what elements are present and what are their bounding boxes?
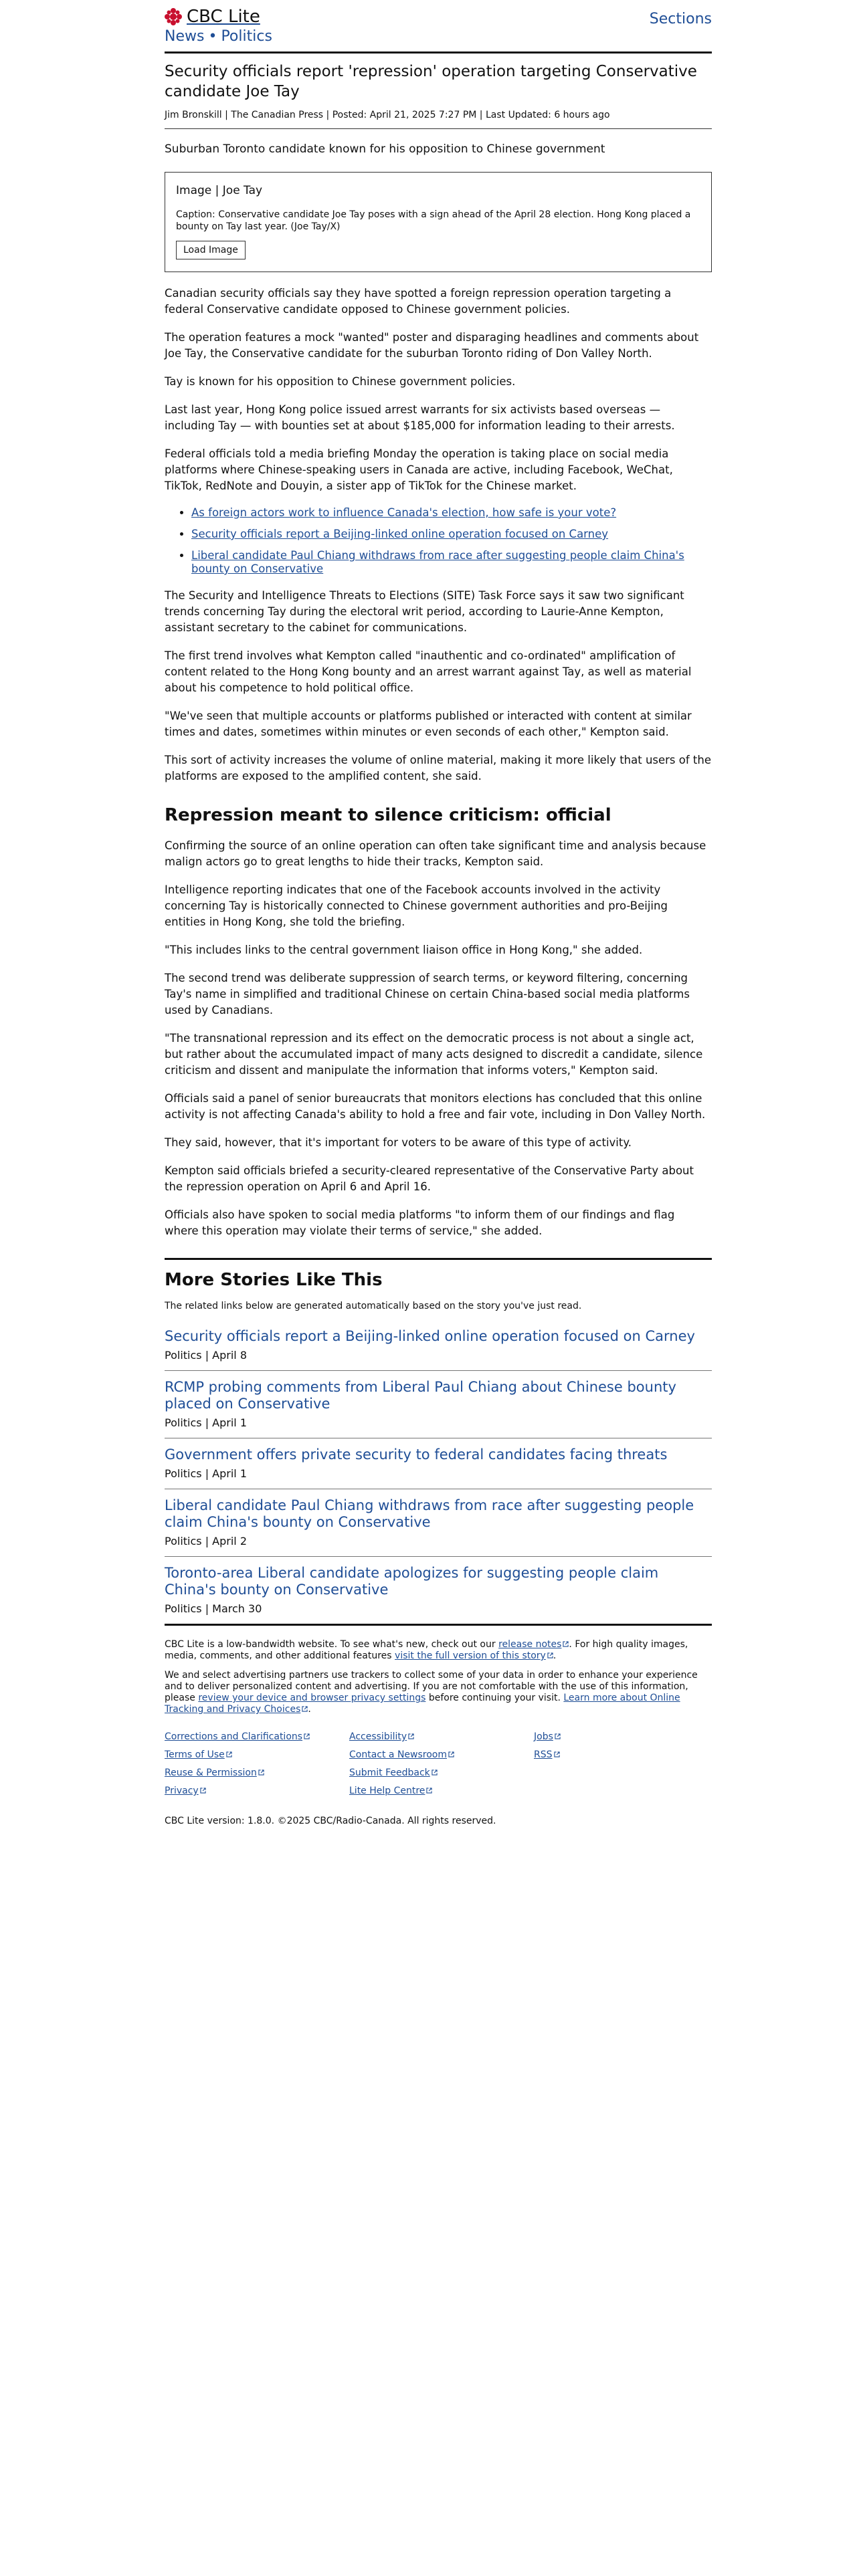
breadcrumb (165, 28, 272, 45)
paragraph: This sort of activity increases the volume of online material, making it more likely that users of the platforms are exposed to the amplified content, she said. (165, 754, 711, 782)
external-link-icon (304, 1733, 310, 1739)
footer-privacy-notice (165, 1670, 712, 1715)
paragraph: "This includes links to the central government liaison office in Hong Kong," she added. (165, 944, 643, 956)
release-notes-link[interactable] (498, 1639, 569, 1650)
article (165, 62, 712, 1239)
external-link-icon (547, 1652, 553, 1658)
footer-text: . (553, 1650, 557, 1661)
brand-name: CBC Lite (187, 7, 260, 27)
story-link[interactable]: Security officials report a Beijing-linked online operation focused on Carney (165, 1328, 695, 1344)
list-item (165, 1320, 712, 1371)
link-text: Lite Help Centre (349, 1786, 425, 1796)
paragraph: Officials said a panel of senior bureaucrats that monitors elections has concluded that this online activity is not affecting Canada's ability to hold a free and fair vote, including in Don Valley North. (165, 1092, 706, 1121)
footer-link-privacy[interactable] (165, 1786, 349, 1797)
site-footer (165, 1639, 712, 1827)
article-subheading: Repression meant to silence criticism: official (165, 805, 611, 825)
paragraph: Intelligence reporting indicates that one of the Facebook accounts involved in the activity concerning Tay is historically connected to Chinese government authorities and pro-Beijing entities in Hong Kong, she told the briefing. (165, 883, 668, 928)
link-text: Submit Feedback (349, 1767, 430, 1778)
footer-text: CBC Lite is a low-bandwidth website. To see what's new, check out our (165, 1639, 496, 1650)
privacy-settings-link[interactable]: review your device and browser privacy settings (198, 1693, 426, 1703)
story-meta: Politics | April 8 (165, 1349, 248, 1362)
link-text: Contact a Newsroom (349, 1749, 447, 1760)
image-placeholder (165, 172, 712, 272)
external-link-icon (408, 1733, 414, 1739)
breadcrumb-separator: • (208, 28, 217, 45)
footer-text: . For high quality images, media, comments, and other additional features (165, 1639, 688, 1661)
article-headline: Security officials report 'repression' operation targeting Conservative candidate Joe Tay (165, 63, 697, 100)
image-caption: Caption: Conservative candidate Joe Tay poses with a sign ahead of the April 28 election. Hong Kong placed a bounty on Tay last year. (Joe Tay/X) (176, 209, 691, 232)
footer-lite-notice (165, 1639, 712, 1662)
link-text: Corrections and Clarifications (165, 1731, 303, 1742)
story-meta: Politics | April 2 (165, 1535, 248, 1547)
footer-link-accessibility[interactable] (349, 1731, 534, 1743)
external-link-icon (555, 1733, 561, 1739)
link-text: RSS (534, 1749, 553, 1760)
footer-link-jobs[interactable] (534, 1731, 712, 1743)
story-link[interactable]: Liberal candidate Paul Chiang withdraws from race after suggesting people claim China's bounty on Conservative (165, 1497, 694, 1530)
image-label: Image | Joe Tay (176, 184, 263, 197)
paragraph: They said, however, that it's important for voters to be aware of this type of activity. (165, 1136, 632, 1149)
footer-link-help-centre[interactable] (349, 1786, 534, 1797)
inline-related-links (191, 506, 712, 576)
link-text: Terms of Use (165, 1749, 225, 1760)
external-link-icon (426, 1788, 432, 1794)
related-link[interactable]: As foreign actors work to influence Canada's election, how safe is your vote? (191, 506, 617, 519)
story-meta: Politics | April 1 (165, 1416, 248, 1429)
footer-link-reuse[interactable] (165, 1767, 349, 1779)
related-link[interactable]: Liberal candidate Paul Chiang withdraws from race after suggesting people claim China's bounty on Conservative (191, 549, 684, 575)
paragraph: Kempton said officials briefed a security-cleared representative of the Conservative Party about the repression operation on April 6 and April 16. (165, 1164, 694, 1193)
paragraph: The second trend was deliberate suppression of search terms, or keyword filtering, concerning Tay's name in simplified and traditional Chinese on certain China-based social media platforms used by Canadians. (165, 972, 690, 1016)
list-item (191, 549, 712, 576)
link-text: Jobs (534, 1731, 553, 1742)
paragraph: "We've seen that multiple accounts or platforms published or interacted with content at similar times and dates, sometimes within minutes or even seconds of each other," Kempton said. (165, 710, 692, 738)
full-version-link[interactable] (395, 1650, 553, 1661)
external-link-icon (554, 1751, 560, 1757)
footer-text: before continuing your visit. (428, 1693, 561, 1703)
story-meta: Politics | March 30 (165, 1602, 262, 1615)
story-link[interactable]: Toronto-area Liberal candidate apologizes for suggesting people claim China's bounty on Conservative (165, 1565, 659, 1598)
footer-link-rss[interactable] (534, 1749, 712, 1761)
list-item (191, 528, 712, 541)
story-meta: Politics | April 1 (165, 1467, 248, 1480)
footer-link-empty (534, 1786, 712, 1797)
footer-link-terms[interactable] (165, 1749, 349, 1761)
list-item (165, 1489, 712, 1557)
more-stories-section (165, 1258, 712, 1626)
more-stories-description: The related links below are generated automatically based on the story you've just read. (165, 1301, 582, 1311)
link-text: Privacy (165, 1786, 199, 1796)
related-link[interactable]: Security officials report a Beijing-linked online operation focused on Carney (191, 528, 609, 540)
sections-menu-link[interactable]: Sections (649, 11, 712, 27)
footer-link-empty (534, 1767, 712, 1779)
paragraph: The Security and Intelligence Threats to Elections (SITE) Task Force says it saw two significant trends concerning Tay during the electoral writ period, according to Laurie-Anne Kempton, assistant secretary to the cabinet for communications. (165, 589, 684, 634)
link-text: Learn more about Online Tracking and Privacy Choices (165, 1693, 680, 1715)
paragraph: The first trend involves what Kempton called "inauthentic and co-ordinated" amplification of content related to the Hong Kong bounty and an arrest warrant against Tay, as well as material about his competence to hold political office. (165, 649, 692, 694)
paragraph: Last last year, Hong Kong police issued arrest warrants for six activists based overseas — including Tay — with bounties set at about $185,000 for information leading to their arrests. (165, 403, 675, 432)
external-link-icon (200, 1788, 206, 1794)
external-link-icon (258, 1769, 264, 1776)
footer-text: We and select advertising partners use trackers to collect some of your data in order to enhance your experience and to deliver personalized content and advertising. If you are not comfortable with the use of this information, please (165, 1670, 698, 1703)
article-byline: Jim Bronskill | The Canadian Press | Posted: April 21, 2025 7:27 PM | Last Updated: 6 hours ago (165, 108, 712, 129)
paragraph: The operation features a mock "wanted" poster and disparaging headlines and comments about Joe Tay, the Conservative candidate for the suburban Toronto riding of Don Valley North. (165, 331, 699, 360)
breadcrumb-politics[interactable]: Politics (221, 28, 272, 45)
paragraph: Tay is known for his opposition to Chinese government policies. (165, 375, 516, 388)
more-stories-list (165, 1320, 712, 1626)
load-image-button[interactable]: Load Image (176, 241, 246, 259)
footer-link-feedback[interactable] (349, 1767, 534, 1779)
more-stories-title: More Stories Like This (165, 1270, 383, 1290)
external-link-icon (226, 1751, 232, 1757)
external-link-icon (448, 1751, 454, 1757)
external-link-icon (432, 1769, 438, 1776)
cbc-gem-icon (165, 8, 182, 25)
list-item (165, 1557, 712, 1626)
paragraph: Confirming the source of an online operation can often take significant time and analysis because malign actors go to great lengths to hide their tracks, Kempton said. (165, 839, 706, 868)
link-text: Accessibility (349, 1731, 407, 1742)
link-text: release notes (498, 1639, 562, 1650)
version-notice: CBC Lite version: 1.8.0. ©2025 CBC/Radio-Canada. All rights reserved. (165, 1816, 496, 1826)
list-item (191, 506, 712, 520)
list-item (165, 1438, 712, 1489)
article-body (165, 286, 712, 1239)
story-link[interactable]: Government offers private security to federal candidates facing threats (165, 1446, 668, 1463)
paragraph: Federal officials told a media briefing Monday the operation is taking place on social media platforms where Chinese-speaking users in Canada are active, including Facebook, WeChat, TikTok, RedNote and Douyin, a sister app of TikTok for the Chinese market. (165, 447, 673, 492)
article-deck: Suburban Toronto candidate known for his opposition to Chinese government (165, 142, 605, 156)
link-text: visit the full version of this story (395, 1650, 546, 1661)
list-item (165, 1371, 712, 1438)
paragraph: "The transnational repression and its effect on the democratic process is not about a single act, but rather about the accumulated impact of many acts designed to discredit a candidate, silence criticism and dissent and manipulate the information that informs voters," Kempton said. (165, 1032, 703, 1077)
paragraph: Canadian security officials say they have spotted a foreign repression operation targeting a federal Conservative candidate opposed to Chinese government policies. (165, 287, 672, 316)
breadcrumb-news[interactable]: News (165, 28, 205, 45)
footer-text: . (308, 1704, 311, 1715)
paragraph: Officials also have spoken to social media platforms "to inform them of our findings and flag where this operation may violate their terms of service," she added. (165, 1208, 675, 1237)
site-header (165, 0, 712, 53)
link-text: Reuse & Permission (165, 1767, 257, 1778)
story-link[interactable]: RCMP probing comments from Liberal Paul Chiang about Chinese bounty placed on Conservative (165, 1379, 676, 1412)
cbc-lite-logo-link[interactable] (165, 7, 260, 27)
footer-link-corrections[interactable] (165, 1731, 349, 1743)
footer-link-contact-newsroom[interactable] (349, 1749, 534, 1761)
footer-links (165, 1731, 712, 1797)
page (165, 0, 712, 1827)
